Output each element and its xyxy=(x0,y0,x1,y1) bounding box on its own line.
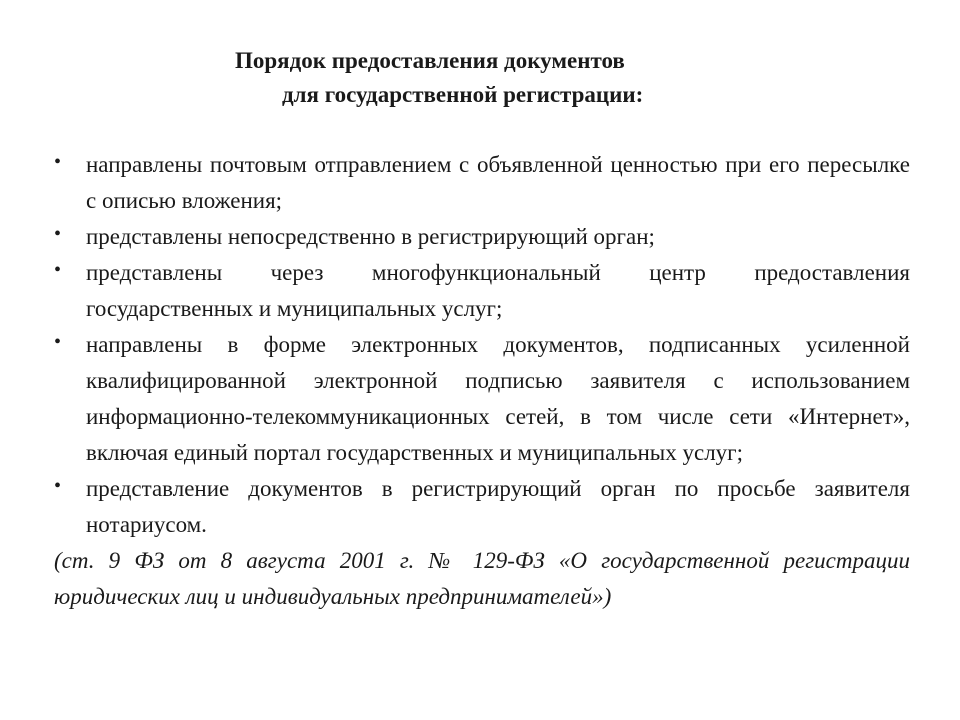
bullet-text: представление документов в регистрирующий орган по просьбе заявителя нотариусом. xyxy=(86,476,910,537)
slide-body xyxy=(54,147,910,615)
bullet-icon: • xyxy=(54,223,62,245)
bullet-item-notary xyxy=(54,471,910,543)
bullet-text: представлены через многофункциональный центр предоставления государственных и муниципальных услуг; xyxy=(86,260,910,321)
bullet-icon: • xyxy=(54,475,62,497)
title-line-2: для государственной регистрации: xyxy=(282,82,644,107)
bullet-text: направлены в форме электронных документов, подписанных усиленной квалифицированной электронной подписью заявителя с использованием информационно-телекоммуникационных сетей, в том числе сети «Интернет», включая единый портал государственных и муниципальных услуг; xyxy=(86,332,910,465)
title-line-1: Порядок предоставления документов xyxy=(235,48,625,73)
bullet-item-postal xyxy=(54,147,910,219)
bullet-list xyxy=(54,147,910,543)
slide-title xyxy=(0,44,960,112)
bullet-item-direct xyxy=(54,219,910,255)
legal-citation: (ст. 9 ФЗ от 8 августа 2001 г. № 129-ФЗ «О государственной регистрации юридических лиц и индивидуальных предпринимателей») xyxy=(54,548,910,609)
bullet-icon: • xyxy=(54,151,62,173)
bullet-icon: • xyxy=(54,331,62,353)
bullet-item-electronic xyxy=(54,327,910,471)
bullet-item-mfc xyxy=(54,255,910,327)
bullet-text: направлены почтовым отправлением с объявленной ценностью при его пересылке с описью вложения; xyxy=(86,152,910,213)
bullet-icon: • xyxy=(54,259,62,281)
bullet-text: представлены непосредственно в регистрирующий орган; xyxy=(86,224,655,249)
